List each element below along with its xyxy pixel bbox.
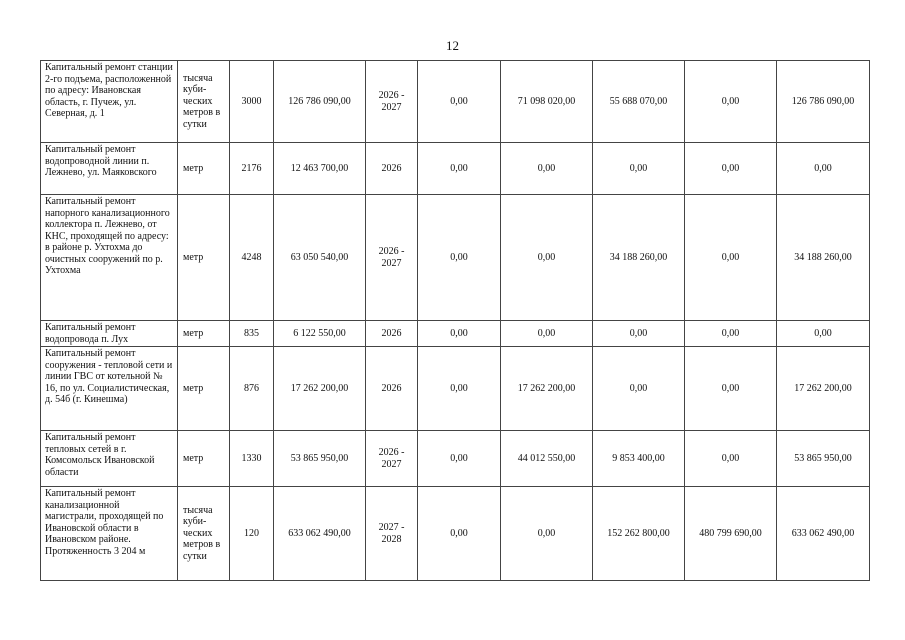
table-row (41, 195, 870, 321)
row-capacity: 1330 (230, 431, 274, 487)
row-capacity: 120 (230, 487, 274, 581)
table-row (41, 61, 870, 143)
row-value: 0,00 (685, 195, 777, 321)
row-value: 0,00 (593, 143, 685, 195)
row-value: 152 262 800,00 (593, 487, 685, 581)
row-name: Капитальный ремонт сооружения - тепловой сети и линии ГВС от котельной № 16, по ул. Социалистическая, д. 54б (г. Кинешма) (41, 347, 178, 431)
row-sum: 0,00 (777, 143, 870, 195)
table-row (41, 143, 870, 195)
row-value: 0,00 (418, 61, 501, 143)
budget-table (40, 60, 870, 581)
row-capacity: 876 (230, 347, 274, 431)
row-years: 2026 (366, 143, 418, 195)
row-sum: 0,00 (777, 321, 870, 347)
row-name: Капитальный ремонт водопроводной линии п. Лежнево, ул. Маяковского (41, 143, 178, 195)
row-value: 0,00 (593, 347, 685, 431)
row-value: 0,00 (418, 195, 501, 321)
row-value: 0,00 (418, 143, 501, 195)
row-value: 0,00 (685, 321, 777, 347)
row-sum: 17 262 200,00 (777, 347, 870, 431)
row-unit: метр (178, 431, 230, 487)
row-value: 0,00 (501, 321, 593, 347)
row-total: 12 463 700,00 (274, 143, 366, 195)
page-number: 12 (446, 38, 459, 53)
row-capacity: 4248 (230, 195, 274, 321)
row-name: Капитальный ремонт водопровода п. Лух (41, 321, 178, 347)
row-years: 2026 (366, 347, 418, 431)
row-total: 633 062 490,00 (274, 487, 366, 581)
row-total: 63 050 540,00 (274, 195, 366, 321)
row-total: 6 122 550,00 (274, 321, 366, 347)
row-years: 2026 - 2027 (366, 61, 418, 143)
row-unit: метр (178, 195, 230, 321)
row-value: 0,00 (501, 487, 593, 581)
row-value: 0,00 (418, 347, 501, 431)
row-total: 17 262 200,00 (274, 347, 366, 431)
row-total: 53 865 950,00 (274, 431, 366, 487)
row-name: Капитальный ремонт станции 2-го подъема, расположенной по адресу: Ивановская область, г. Пучеж, ул. Северная, д. 1 (41, 61, 178, 143)
row-years: 2026 - 2027 (366, 431, 418, 487)
row-value: 17 262 200,00 (501, 347, 593, 431)
row-sum: 34 188 260,00 (777, 195, 870, 321)
row-capacity: 2176 (230, 143, 274, 195)
row-name: Капитальный ремонт канализационной магистрали, проходящей по Ивановской области в Ивановском районе. Протяженность 3 204 м (41, 487, 178, 581)
row-value: 0,00 (685, 431, 777, 487)
row-name: Капитальный ремонт тепловых сетей в г. Комсомольск Ивановской области (41, 431, 178, 487)
table-row (41, 321, 870, 347)
row-total: 126 786 090,00 (274, 61, 366, 143)
row-years: 2027 - 2028 (366, 487, 418, 581)
row-unit: метр (178, 321, 230, 347)
row-value: 0,00 (501, 195, 593, 321)
row-sum: 53 865 950,00 (777, 431, 870, 487)
row-value: 0,00 (685, 347, 777, 431)
row-value: 0,00 (685, 143, 777, 195)
row-unit: метр (178, 347, 230, 431)
row-value: 44 012 550,00 (501, 431, 593, 487)
row-value: 0,00 (418, 431, 501, 487)
row-years: 2026 (366, 321, 418, 347)
row-name: Капитальный ремонт напорного канализационного коллектора п. Лежнево, от КНС, проходящей по адресу: в районе р. Ухтохма до очистных сооружений по р. Ухтохма (41, 195, 178, 321)
row-sum: 126 786 090,00 (777, 61, 870, 143)
row-value: 0,00 (418, 321, 501, 347)
row-value: 55 688 070,00 (593, 61, 685, 143)
row-capacity: 3000 (230, 61, 274, 143)
row-years: 2026 - 2027 (366, 195, 418, 321)
row-value: 71 098 020,00 (501, 61, 593, 143)
row-sum: 633 062 490,00 (777, 487, 870, 581)
row-value: 0,00 (501, 143, 593, 195)
table-row (41, 347, 870, 431)
row-unit: тысяча куби-ческих метров в сутки (178, 61, 230, 143)
row-value: 480 799 690,00 (685, 487, 777, 581)
row-value: 34 188 260,00 (593, 195, 685, 321)
row-unit: тысяча куби-ческих метров в сутки (178, 487, 230, 581)
table-row (41, 487, 870, 581)
row-unit: метр (178, 143, 230, 195)
row-value: 9 853 400,00 (593, 431, 685, 487)
row-capacity: 835 (230, 321, 274, 347)
row-value: 0,00 (685, 61, 777, 143)
row-value: 0,00 (418, 487, 501, 581)
table-row (41, 431, 870, 487)
row-value: 0,00 (593, 321, 685, 347)
